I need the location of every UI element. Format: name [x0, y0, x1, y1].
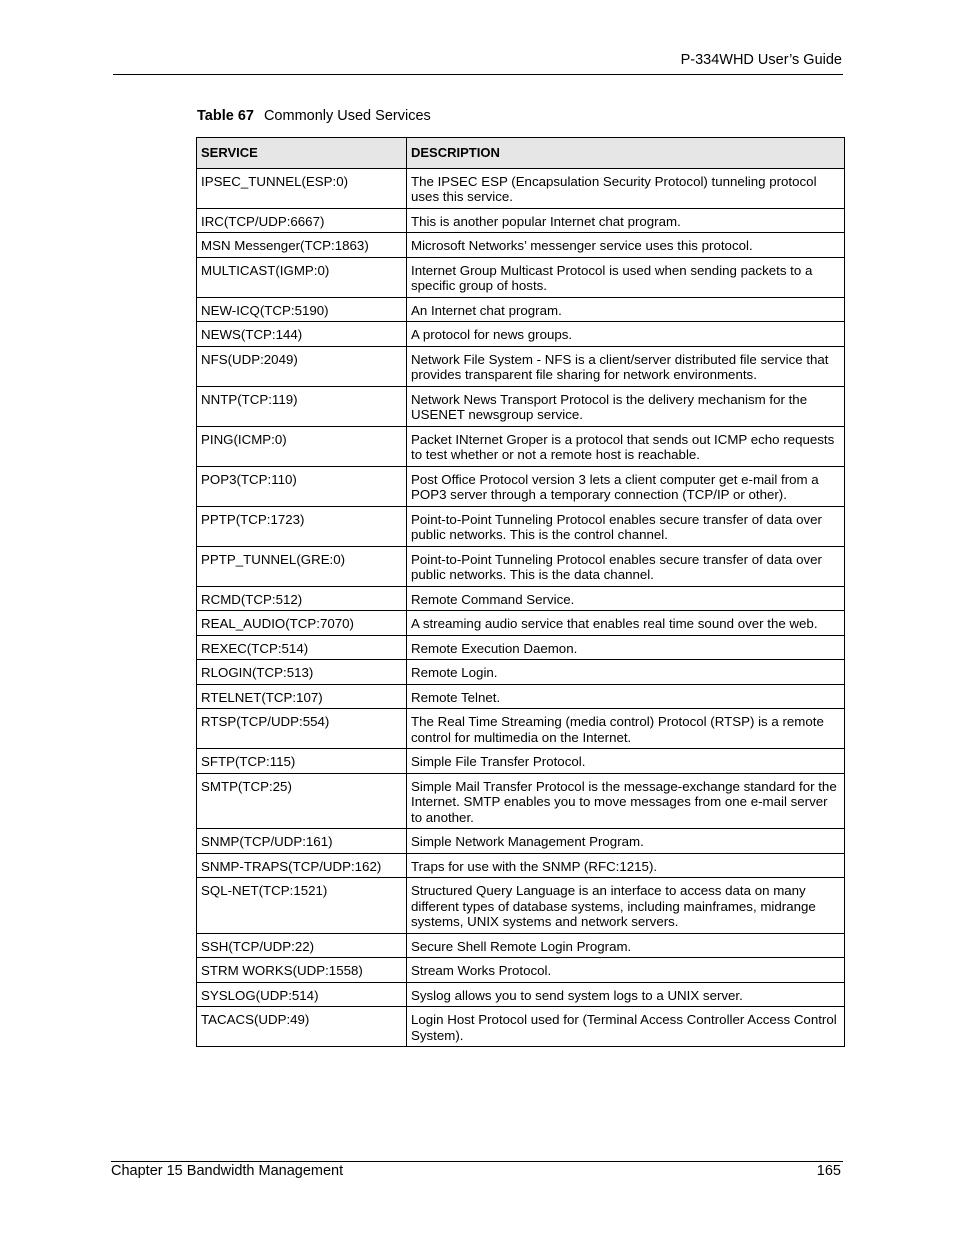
- table-row: [197, 586, 845, 611]
- service-cell: NFS(UDP:2049): [197, 346, 407, 386]
- description-cell: Remote Execution Daemon.: [407, 635, 845, 660]
- column-header-description: DESCRIPTION: [407, 138, 845, 169]
- table-header-row: [197, 138, 845, 169]
- table-row: [197, 257, 845, 297]
- description-cell: Traps for use with the SNMP (RFC:1215).: [407, 853, 845, 878]
- description-cell: Microsoft Networks’ messenger service uses this protocol.: [407, 233, 845, 258]
- service-cell: PING(ICMP:0): [197, 426, 407, 466]
- service-cell: NEWS(TCP:144): [197, 322, 407, 347]
- description-cell: Network File System - NFS is a client/server distributed file service that provides transparent file sharing for network environments.: [407, 346, 845, 386]
- description-cell: Simple File Transfer Protocol.: [407, 749, 845, 774]
- service-cell: PPTP(TCP:1723): [197, 506, 407, 546]
- description-cell: Internet Group Multicast Protocol is used when sending packets to a specific group of hosts.: [407, 257, 845, 297]
- service-cell: PPTP_TUNNEL(GRE:0): [197, 546, 407, 586]
- description-cell: Syslog allows you to send system logs to a UNIX server.: [407, 982, 845, 1007]
- description-cell: Post Office Protocol version 3 lets a client computer get e-mail from a POP3 server through a temporary connection (TCP/IP or other).: [407, 466, 845, 506]
- table-row: [197, 635, 845, 660]
- table-row: [197, 933, 845, 958]
- table-row: [197, 684, 845, 709]
- description-cell: Remote Command Service.: [407, 586, 845, 611]
- table-row: [197, 426, 845, 466]
- table-number: Table 67: [197, 108, 254, 124]
- table-row: [197, 829, 845, 854]
- table-row: [197, 322, 845, 347]
- description-cell: This is another popular Internet chat program.: [407, 208, 845, 233]
- service-cell: RCMD(TCP:512): [197, 586, 407, 611]
- service-cell: IRC(TCP/UDP:6667): [197, 208, 407, 233]
- description-cell: The Real Time Streaming (media control) Protocol (RTSP) is a remote control for multimedia on the Internet.: [407, 709, 845, 749]
- description-cell: An Internet chat program.: [407, 297, 845, 322]
- description-cell: Network News Transport Protocol is the delivery mechanism for the USENET newsgroup service.: [407, 386, 845, 426]
- table-row: [197, 660, 845, 685]
- description-cell: Point-to-Point Tunneling Protocol enables secure transfer of data over public networks. This is the control channel.: [407, 506, 845, 546]
- table-row: [197, 506, 845, 546]
- table-body: [197, 168, 845, 1047]
- table-row: [197, 208, 845, 233]
- description-cell: Login Host Protocol used for (Terminal Access Controller Access Control System).: [407, 1007, 845, 1047]
- service-cell: SFTP(TCP:115): [197, 749, 407, 774]
- table-row: [197, 982, 845, 1007]
- service-cell: POP3(TCP:110): [197, 466, 407, 506]
- service-cell: RLOGIN(TCP:513): [197, 660, 407, 685]
- page-footer: [111, 1161, 843, 1186]
- description-cell: The IPSEC ESP (Encapsulation Security Protocol) tunneling protocol uses this service.: [407, 168, 845, 208]
- service-cell: STRM WORKS(UDP:1558): [197, 958, 407, 983]
- service-cell: RTELNET(TCP:107): [197, 684, 407, 709]
- table-row: [197, 773, 845, 829]
- guide-title: P-334WHD User’s Guide: [680, 52, 842, 68]
- table-row: [197, 611, 845, 636]
- description-cell: Simple Network Management Program.: [407, 829, 845, 854]
- service-cell: SMTP(TCP:25): [197, 773, 407, 829]
- service-cell: IPSEC_TUNNEL(ESP:0): [197, 168, 407, 208]
- table-row: [197, 546, 845, 586]
- column-header-service: SERVICE: [197, 138, 407, 169]
- service-cell: SQL-NET(TCP:1521): [197, 878, 407, 934]
- description-cell: Stream Works Protocol.: [407, 958, 845, 983]
- description-cell: Point-to-Point Tunneling Protocol enables secure transfer of data over public networks. This is the data channel.: [407, 546, 845, 586]
- table-title: Commonly Used Services: [263, 108, 431, 124]
- description-cell: A protocol for news groups.: [407, 322, 845, 347]
- description-cell: Packet INternet Groper is a protocol that sends out ICMP echo requests to test whether or not a remote host is reachable.: [407, 426, 845, 466]
- table-row: [197, 168, 845, 208]
- services-table: [196, 137, 845, 1047]
- service-cell: TACACS(UDP:49): [197, 1007, 407, 1047]
- description-cell: Simple Mail Transfer Protocol is the message-exchange standard for the Internet. SMTP enables you to move messages from one e-mail server to another.: [407, 773, 845, 829]
- service-cell: REAL_AUDIO(TCP:7070): [197, 611, 407, 636]
- table-row: [197, 233, 845, 258]
- table-row: [197, 958, 845, 983]
- table-row: [197, 709, 845, 749]
- description-cell: Secure Shell Remote Login Program.: [407, 933, 845, 958]
- table-caption: [197, 108, 431, 124]
- service-cell: SNMP(TCP/UDP:161): [197, 829, 407, 854]
- description-cell: Structured Query Language is an interface to access data on many different types of database systems, including mainframes, midrange systems, UNIX systems and network servers.: [407, 878, 845, 934]
- table-row: [197, 853, 845, 878]
- service-cell: MULTICAST(IGMP:0): [197, 257, 407, 297]
- table-row: [197, 297, 845, 322]
- description-cell: Remote Telnet.: [407, 684, 845, 709]
- description-cell: Remote Login.: [407, 660, 845, 685]
- service-cell: SSH(TCP/UDP:22): [197, 933, 407, 958]
- table-row: [197, 466, 845, 506]
- table-row: [197, 749, 845, 774]
- service-cell: MSN Messenger(TCP:1863): [197, 233, 407, 258]
- service-cell: NEW-ICQ(TCP:5190): [197, 297, 407, 322]
- description-cell: A streaming audio service that enables real time sound over the web.: [407, 611, 845, 636]
- service-cell: SYSLOG(UDP:514): [197, 982, 407, 1007]
- table-row: [197, 346, 845, 386]
- page-header: [113, 50, 843, 75]
- service-cell: REXEC(TCP:514): [197, 635, 407, 660]
- service-cell: NNTP(TCP:119): [197, 386, 407, 426]
- table-row: [197, 386, 845, 426]
- table-row: [197, 1007, 845, 1047]
- table-row: [197, 878, 845, 934]
- service-cell: SNMP-TRAPS(TCP/UDP:162): [197, 853, 407, 878]
- page-number: 165: [816, 1163, 841, 1179]
- chapter-title: Chapter 15 Bandwidth Management: [111, 1163, 344, 1179]
- service-cell: RTSP(TCP/UDP:554): [197, 709, 407, 749]
